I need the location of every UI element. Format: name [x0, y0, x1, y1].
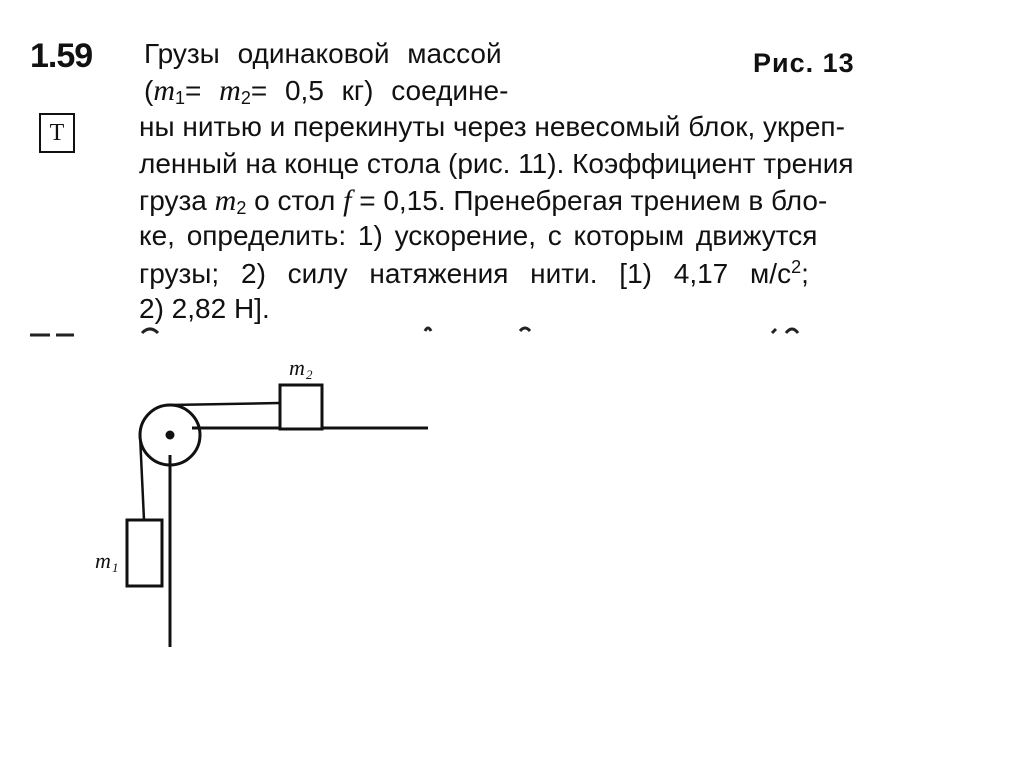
equals: =: [185, 75, 220, 106]
thread-horizontal: [170, 403, 280, 405]
paren: (: [144, 75, 154, 106]
text-line-6: ке, определить: 1) ускорение, с которым движутся: [139, 220, 818, 251]
problem-number: 1.59: [30, 37, 93, 75]
type-badge: Т: [39, 113, 75, 153]
text-fragment: ;: [801, 258, 809, 289]
text-line-1: Грузы одинаковой массой: [144, 38, 502, 69]
mass-symbol-m2: m: [219, 74, 241, 107]
text-fragment: о стол: [246, 185, 344, 216]
mass-symbol-m2: m: [214, 184, 237, 217]
superscript-2: 2: [791, 257, 802, 277]
text-fragment: груза: [139, 185, 215, 216]
label-m2: m: [289, 355, 305, 380]
block-m1: [127, 520, 162, 586]
text-fragment: грузы; 2) силу натяжения нити. [1) 4,17 м/с: [139, 258, 792, 289]
mass-symbol-m1: m: [153, 74, 175, 107]
subscript-1: 1: [175, 88, 186, 108]
text-fragment: = 0,15. Пренебрегая трением в бло-: [351, 185, 828, 216]
text-line-3: ны нитью и перекинуты через невесомый блок, укреп-: [139, 111, 845, 142]
subscript-2: 2: [236, 198, 247, 218]
label-m1-subscript: 1: [112, 560, 119, 575]
subscript-2: 2: [240, 88, 251, 108]
mass-value: = 0,5 кг) соедине-: [250, 75, 509, 106]
text-line-4: ленный на конце стола (рис. 11). Коэффициент трения: [139, 148, 854, 179]
label-m2-subscript: 2: [306, 367, 313, 382]
text-line-8: 2) 2,82 Н].: [139, 293, 270, 324]
figure-reference: Рис. 13: [753, 48, 855, 78]
pulley-axle: [166, 431, 175, 440]
friction-symbol: f: [343, 184, 352, 217]
block-m2: [280, 385, 322, 429]
label-m1: m: [95, 548, 111, 573]
